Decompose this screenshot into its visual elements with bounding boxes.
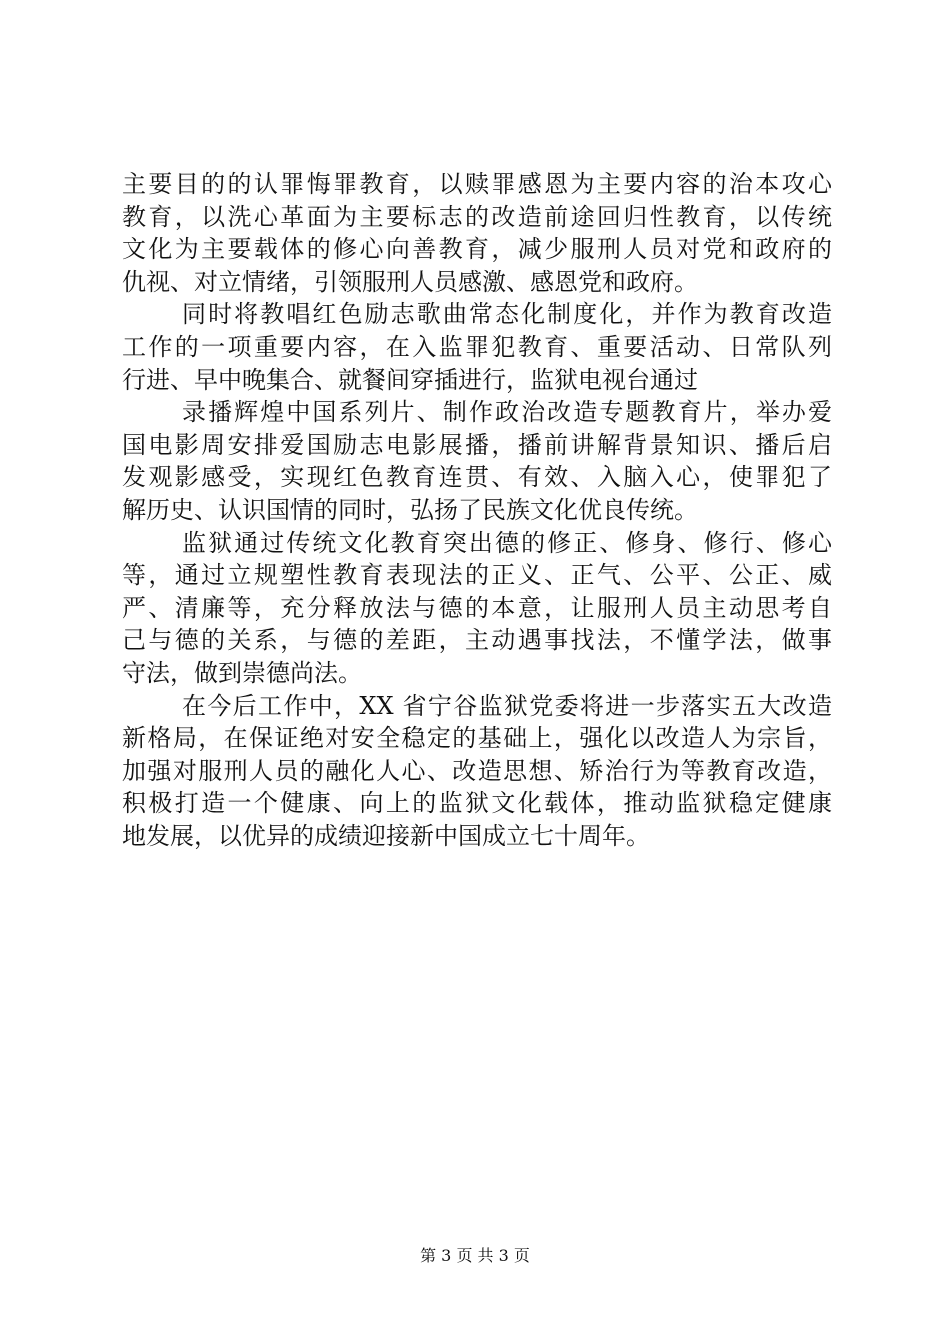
document-body (122, 168, 832, 852)
body-text-line: 录播辉煌中国系列片、制作政治改造专题教育片，举办爱 (182, 398, 832, 427)
body-text-line: 行进、早中晚集合、就餐间穿插进行，监狱电视台通过 (122, 365, 698, 394)
page-footer: 第 3 页 共 3 页 (420, 1246, 530, 1265)
body-text-line: 加强对服刑人员的融化人心、改造思想、矫治行为等教育改造， (122, 756, 832, 785)
body-text-line: 监狱通过传统文化教育突出德的修正、修身、修行、修心 (182, 528, 832, 557)
body-text-line: 等，通过立规塑性教育表现法的正义、正气、公平、公正、威 (122, 561, 832, 590)
body-text-line: 主要目的的认罪悔罪教育，以赎罪感恩为主要内容的治本攻心 (122, 170, 832, 198)
body-text-line: 发观影感受，实现红色教育连贯、有效、入脑入心，使罪犯了 (122, 463, 832, 492)
body-text-line: 守法，做到崇德尚法。 (122, 658, 362, 687)
body-text-line: 地发展，以优异的成绩迎接新中国成立七十周年。 (122, 821, 650, 850)
body-text-line: 己与德的关系，与德的差距，主动遇事找法，不懂学法，做事 (122, 626, 832, 655)
body-text-line: 文化为主要载体的修心向善教育，减少服刑人员对党和政府的 (122, 235, 832, 264)
body-text-line: 严、清廉等，充分释放法与德的本意，让服刑人员主动思考自 (122, 593, 832, 622)
body-text-line: 同时将教唱红色励志歌曲常态化制度化，并作为教育改造 (182, 300, 832, 329)
body-text-line: 仇视、对立情绪，引领服刑人员感激、感恩党和政府。 (122, 267, 698, 296)
body-text-line: 解历史、认识国情的同时，弘扬了民族文化优良传统。 (122, 495, 698, 524)
body-text-line: 新格局，在保证绝对安全稳定的基础上，强化以改造人为宗旨， (122, 724, 832, 753)
body-text-line: 积极打造一个健康、向上的监狱文化载体，推动监狱稳定健康 (122, 789, 832, 818)
body-text-line: 国电影周安排爱国励志电影展播，播前讲解背景知识、播后启 (122, 430, 832, 459)
body-text-line: 教育，以洗心革面为主要标志的改造前途回归性教育，以传统 (122, 202, 832, 231)
body-text-line: 在今后工作中，XX 省宁谷监狱党委将进一步落实五大改造 (182, 691, 832, 720)
body-text-line: 工作的一项重要内容，在入监罪犯教育、重要活动、日常队列 (122, 332, 832, 361)
